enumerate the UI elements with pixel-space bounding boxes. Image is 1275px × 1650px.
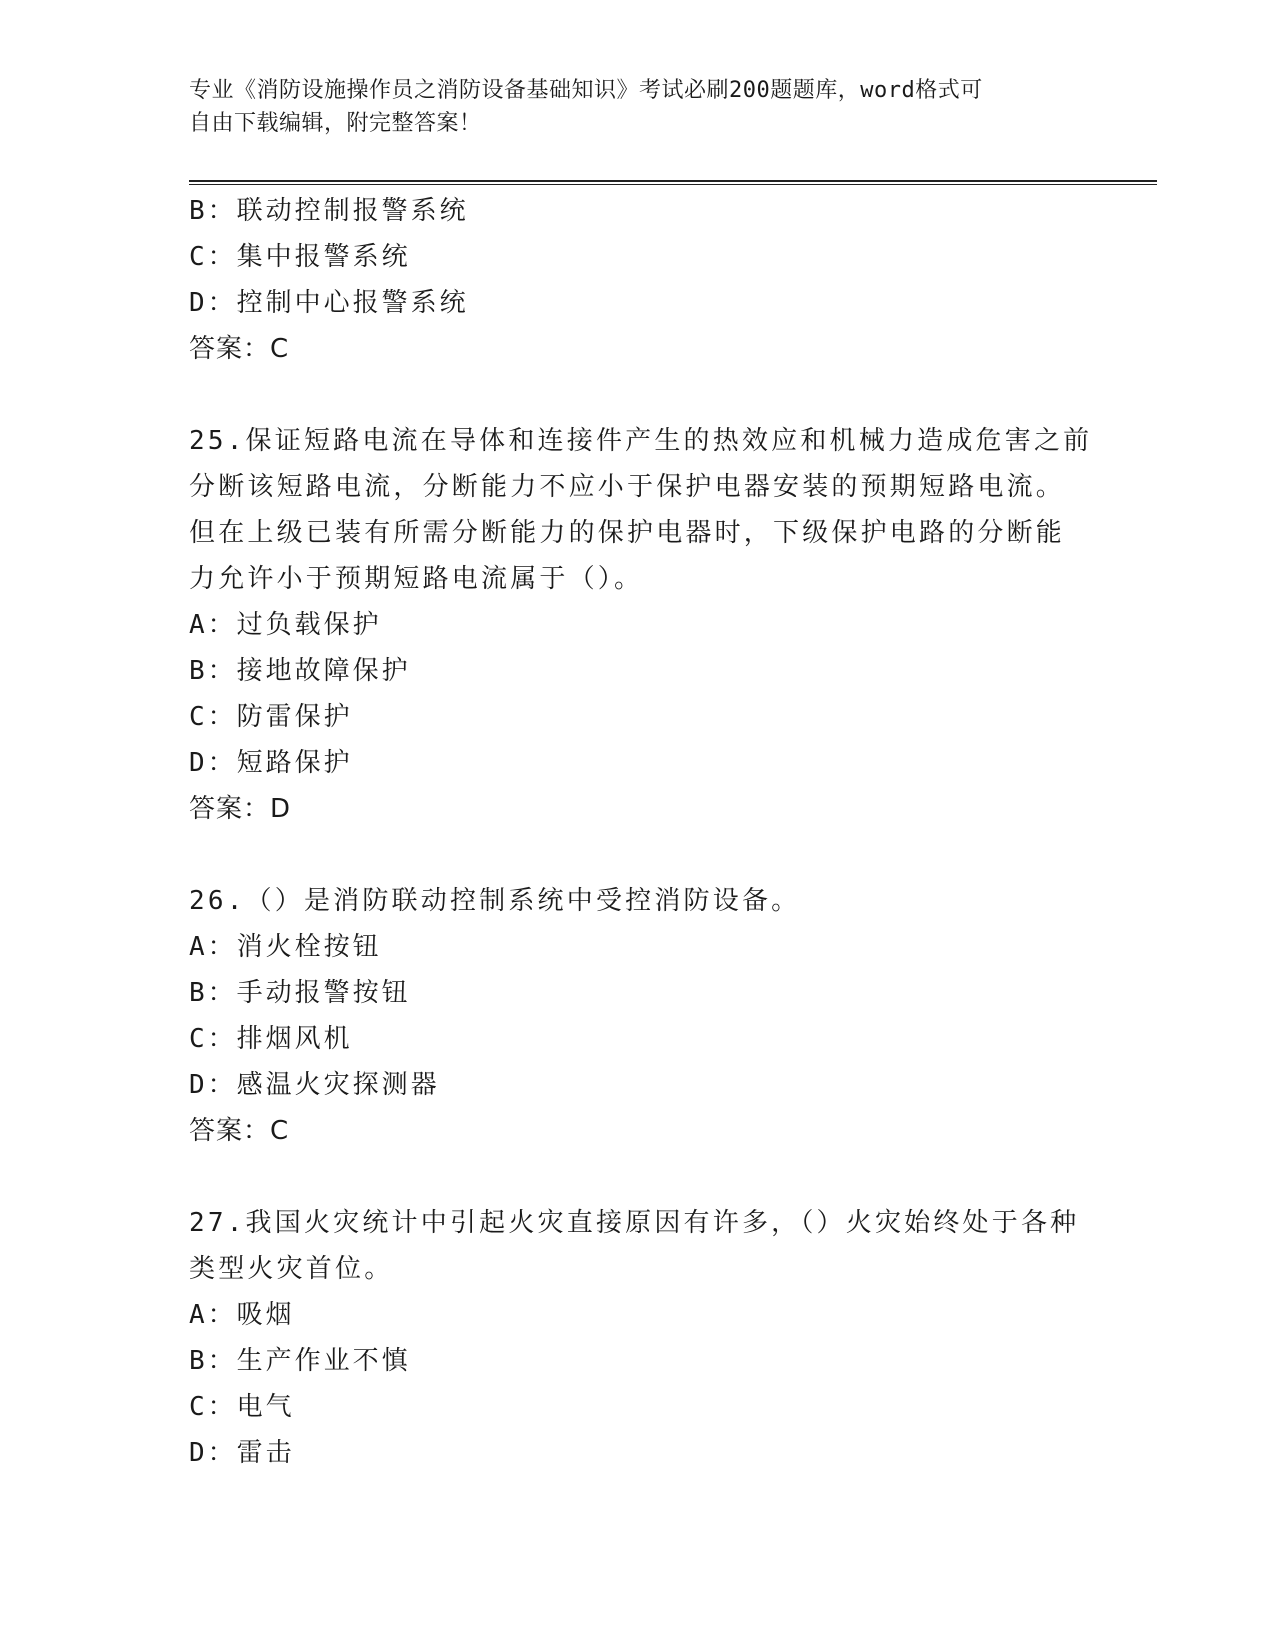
option-d: D：感温火灾探测器 — [189, 1070, 440, 1100]
question-text-line: 但在上级已装有所需分断能力的保护电器时，下级保护电路的分断能 — [189, 518, 1066, 548]
header-line-1: 专业《消防设施操作员之消防设备基础知识》考试必刷200题题库，word格式可 — [189, 78, 983, 103]
prev-question-block — [189, 188, 1089, 372]
question-text-line: 分断该短路电流，分断能力不应小于保护电器安装的预期短路电流。 — [189, 472, 1066, 502]
option-a: A：消火栓按钮 — [189, 932, 382, 962]
question-text-line: 力允许小于预期短路电流属于（）。 — [189, 564, 644, 594]
question-text-line: 27.我国火灾统计中引起火灾直接原因有许多，（）火灾始终处于各种 — [189, 1208, 1080, 1238]
header-divider-thin — [189, 184, 1157, 185]
option-d: D：雷击 — [189, 1438, 295, 1468]
option-a: A：过负载保护 — [189, 610, 382, 640]
answer-line: 答案：D — [189, 794, 292, 824]
option-c: C：集中报警系统 — [189, 242, 411, 272]
option-d: D：短路保护 — [189, 748, 353, 778]
question-25 — [189, 418, 1093, 832]
option-a: A：吸烟 — [189, 1300, 295, 1330]
option-b: B：接地故障保护 — [189, 656, 411, 686]
question-text-line: 26.（）是消防联动控制系统中受控消防设备。 — [189, 886, 801, 916]
option-c: C：排烟风机 — [189, 1024, 353, 1054]
option-d: D：控制中心报警系统 — [189, 288, 469, 318]
question-27 — [189, 1200, 1089, 1476]
option-b: B：手动报警按钮 — [189, 978, 411, 1008]
answer-line: 答案：C — [189, 1116, 290, 1146]
option-b: B：生产作业不慎 — [189, 1346, 411, 1376]
page-header — [189, 74, 1089, 140]
header-divider-thick — [189, 180, 1157, 182]
answer-line: 答案：C — [189, 334, 290, 364]
document-body — [189, 188, 1093, 1476]
header-line-2: 自由下载编辑，附完整答案！ — [189, 111, 482, 136]
question-text-line: 类型火灾首位。 — [189, 1254, 394, 1284]
question-26 — [189, 878, 1089, 1154]
option-c: C：电气 — [189, 1392, 295, 1422]
question-text-line: 25.保证短路电流在导体和连接件产生的热效应和机械力造成危害之前 — [189, 426, 1093, 456]
option-b: B：联动控制报警系统 — [189, 196, 469, 226]
option-c: C：防雷保护 — [189, 702, 353, 732]
